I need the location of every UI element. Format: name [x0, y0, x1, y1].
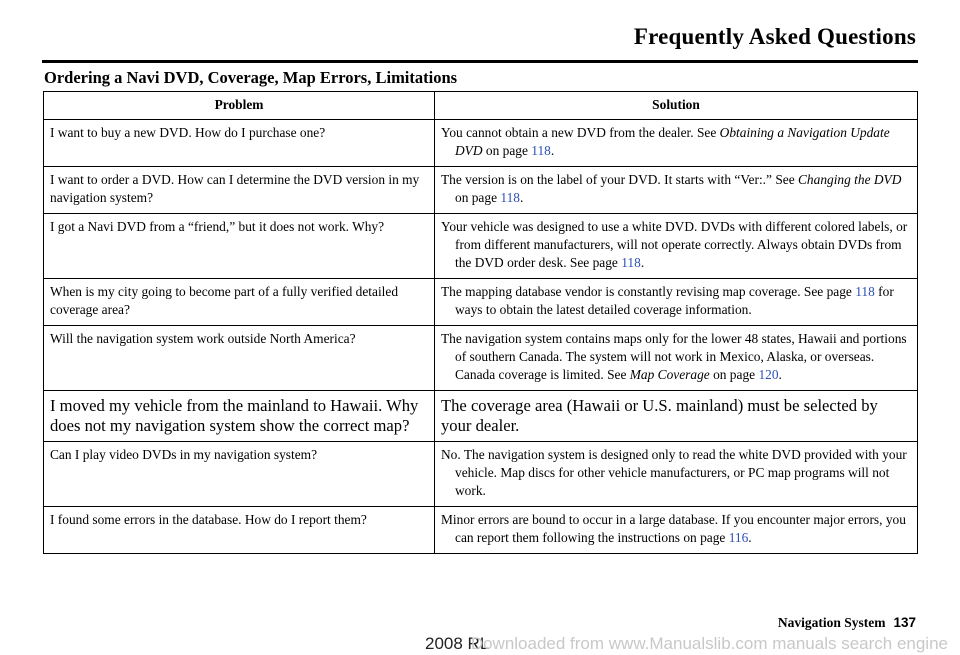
solution-text: [441, 218, 911, 272]
solution-segment: Minor errors are bound to occur in a large database. If you encounter major errors, you can report them following the instructions on page: [441, 512, 906, 545]
solution-text: [441, 171, 911, 207]
problem-cell: I got a Navi DVD from a “friend,” but it does not work. Why?: [44, 214, 435, 279]
watermark: [0, 634, 960, 655]
page-number: 137: [893, 615, 916, 630]
table-row: [44, 279, 918, 326]
solution-segment: You cannot obtain a new DVD from the dealer. See: [441, 125, 720, 140]
page-reference-link[interactable]: 118: [500, 190, 520, 205]
table-row: [44, 326, 918, 391]
solution-segment: on page: [709, 367, 759, 382]
model-label: 2008 RL: [425, 634, 490, 653]
header-rule: [42, 60, 918, 63]
solution-cell: [435, 167, 918, 214]
table-row: [44, 214, 918, 279]
table-row: [44, 167, 918, 214]
problem-cell: I found some errors in the database. How do I report them?: [44, 507, 435, 554]
page-reference-link[interactable]: 116: [728, 530, 749, 545]
table-body: [44, 120, 918, 554]
solution-text: [441, 396, 911, 436]
site-watermark: Downloaded from www.Manualslib.com manuals search engine: [470, 634, 948, 653]
solution-segment: .: [778, 367, 782, 382]
solution-segment: .: [519, 190, 524, 205]
solution-text: [441, 124, 911, 160]
solution-segment: The version is on the label of your DVD. It starts with “Ver:.” See: [441, 172, 798, 187]
solution-segment: No. The navigation system is designed only to read the white DVD provided with your vehicle. Map discs for other vehicle manufacturers, or PC map programs will not work.: [441, 447, 907, 498]
page-reference-link[interactable]: 118: [531, 143, 551, 158]
problem-cell: I want to buy a new DVD. How do I purchase one?: [44, 120, 435, 167]
solution-segment: Your vehicle was designed to use a white DVD. DVDs with different colored labels, or from different manufacturers, will not operate correctly. Always obtain DVDs from the DVD order desk. See page: [441, 219, 908, 270]
section-title: Ordering a Navi DVD, Coverage, Map Errors, Limitations: [44, 68, 458, 87]
column-header-problem: Problem: [44, 92, 435, 120]
solution-segment: The mapping database vendor is constantly revising map coverage. See page: [441, 284, 856, 299]
page-footer: [778, 615, 916, 631]
solution-segment: The coverage area (Hawaii or U.S. mainland) must be selected by your dealer.: [441, 396, 878, 435]
solution-segment: .: [748, 530, 752, 545]
section-reference: Changing the DVD: [798, 172, 902, 187]
table-row: [44, 507, 918, 554]
solution-cell: [435, 279, 918, 326]
table-row: [44, 120, 918, 167]
problem-cell: I moved my vehicle from the mainland to Hawaii. Why does not my navigation system show the correct map?: [44, 391, 435, 442]
solution-segment: .: [640, 255, 645, 270]
problem-cell: When is my city going to become part of a fully verified detailed coverage area?: [44, 279, 435, 326]
section-reference: Obtaining a Navigation Update DVD: [455, 125, 890, 158]
solution-segment: on page: [455, 190, 501, 205]
solution-segment: for ways to obtain the latest detailed coverage information.: [455, 284, 894, 317]
table-row: [44, 442, 918, 507]
solution-segment: on page: [482, 143, 532, 158]
solution-text: [441, 283, 911, 319]
column-header-solution: Solution: [435, 92, 918, 120]
problem-cell: Can I play video DVDs in my navigation system?: [44, 442, 435, 507]
page-reference-link[interactable]: 118: [855, 284, 875, 299]
page-reference-link[interactable]: 120: [758, 367, 779, 382]
solution-cell: [435, 442, 918, 507]
solution-text: [441, 511, 911, 547]
solution-cell: [435, 326, 918, 391]
footer-label: Navigation System: [777, 615, 886, 630]
solution-text: [441, 330, 911, 384]
problem-cell: I want to order a DVD. How can I determine the DVD version in my navigation system?: [44, 167, 435, 214]
page-reference-link[interactable]: 118: [621, 255, 641, 270]
solution-segment: The navigation system contains maps only for the lower 48 states, Hawaii and portions of southern Canada. The system will not work in Mexico, Alaska, or overseas. Canada coverage is limited. See: [441, 331, 907, 382]
table-header-row: [44, 92, 918, 120]
page-header: [0, 24, 916, 50]
problem-cell: Will the navigation system work outside North America?: [44, 326, 435, 391]
page-title: Frequently Asked Questions: [633, 24, 916, 49]
faq-table: [43, 91, 918, 554]
section-reference: Map Coverage: [629, 367, 710, 382]
table-row: [44, 391, 918, 442]
faq-table-wrapper: [43, 91, 917, 554]
solution-cell: [435, 120, 918, 167]
solution-text: [441, 446, 911, 500]
solution-segment: .: [550, 143, 555, 158]
solution-cell: [435, 391, 918, 442]
solution-cell: [435, 507, 918, 554]
solution-cell: [435, 214, 918, 279]
